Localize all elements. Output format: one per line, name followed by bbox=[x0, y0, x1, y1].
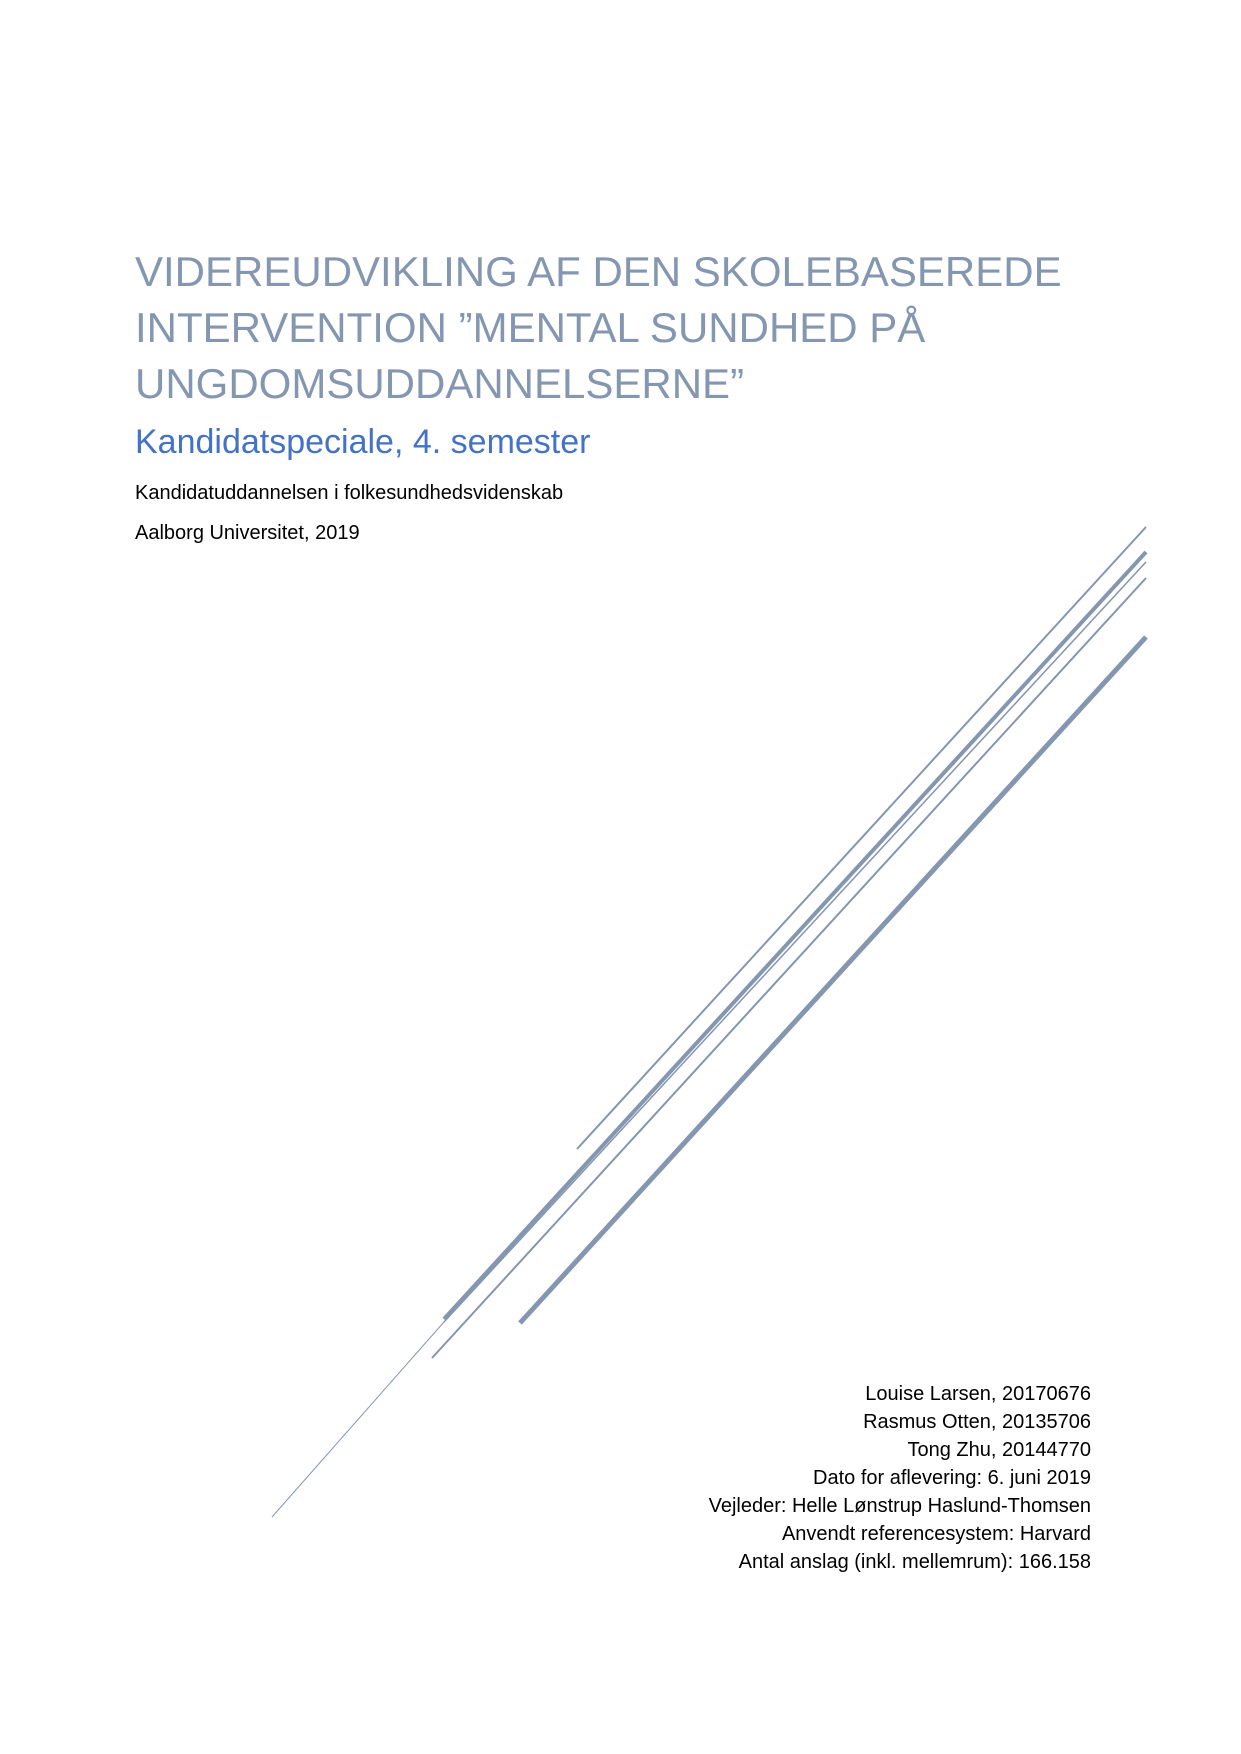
author-line: Louise Larsen, 20170676 bbox=[865, 1383, 1091, 1405]
diagonal-line bbox=[444, 562, 1146, 1322]
diagonal-line bbox=[577, 527, 1146, 1149]
author-line: Tong Zhu, 20144770 bbox=[907, 1439, 1091, 1461]
diagonal-line bbox=[444, 552, 1146, 1319]
diagonal-line bbox=[520, 637, 1146, 1323]
supervisor: Vejleder: Helle Lønstrup Haslund-Thomsen bbox=[708, 1495, 1091, 1517]
author-info-block bbox=[709, 1380, 1091, 1576]
diagonal-line bbox=[432, 578, 1146, 1358]
university-name: Aalborg Universitet, 2019 bbox=[135, 522, 360, 544]
title-line: INTERVENTION ”MENTAL SUNDHED PÅ bbox=[135, 304, 926, 351]
character-count: Antal anslag (inkl. mellemrum): 166.158 bbox=[738, 1551, 1091, 1573]
program-name: Kandidatuddannelsen i folkesundhedsvidenskab bbox=[135, 482, 564, 504]
document-subtitle: Kandidatspeciale, 4. semester bbox=[135, 423, 591, 461]
diagonal-line bbox=[272, 1322, 444, 1517]
author-line: Rasmus Otten, 20135706 bbox=[863, 1411, 1091, 1433]
submission-date: Dato for aflevering: 6. juni 2019 bbox=[813, 1467, 1091, 1489]
title-line: UNGDOMSUDDANNELSERNE” bbox=[135, 360, 745, 407]
title-line: VIDEREUDVIKLING AF DEN SKOLEBASEREDE bbox=[135, 248, 1062, 295]
reference-system: Anvendt referencesystem: Harvard bbox=[781, 1523, 1091, 1545]
